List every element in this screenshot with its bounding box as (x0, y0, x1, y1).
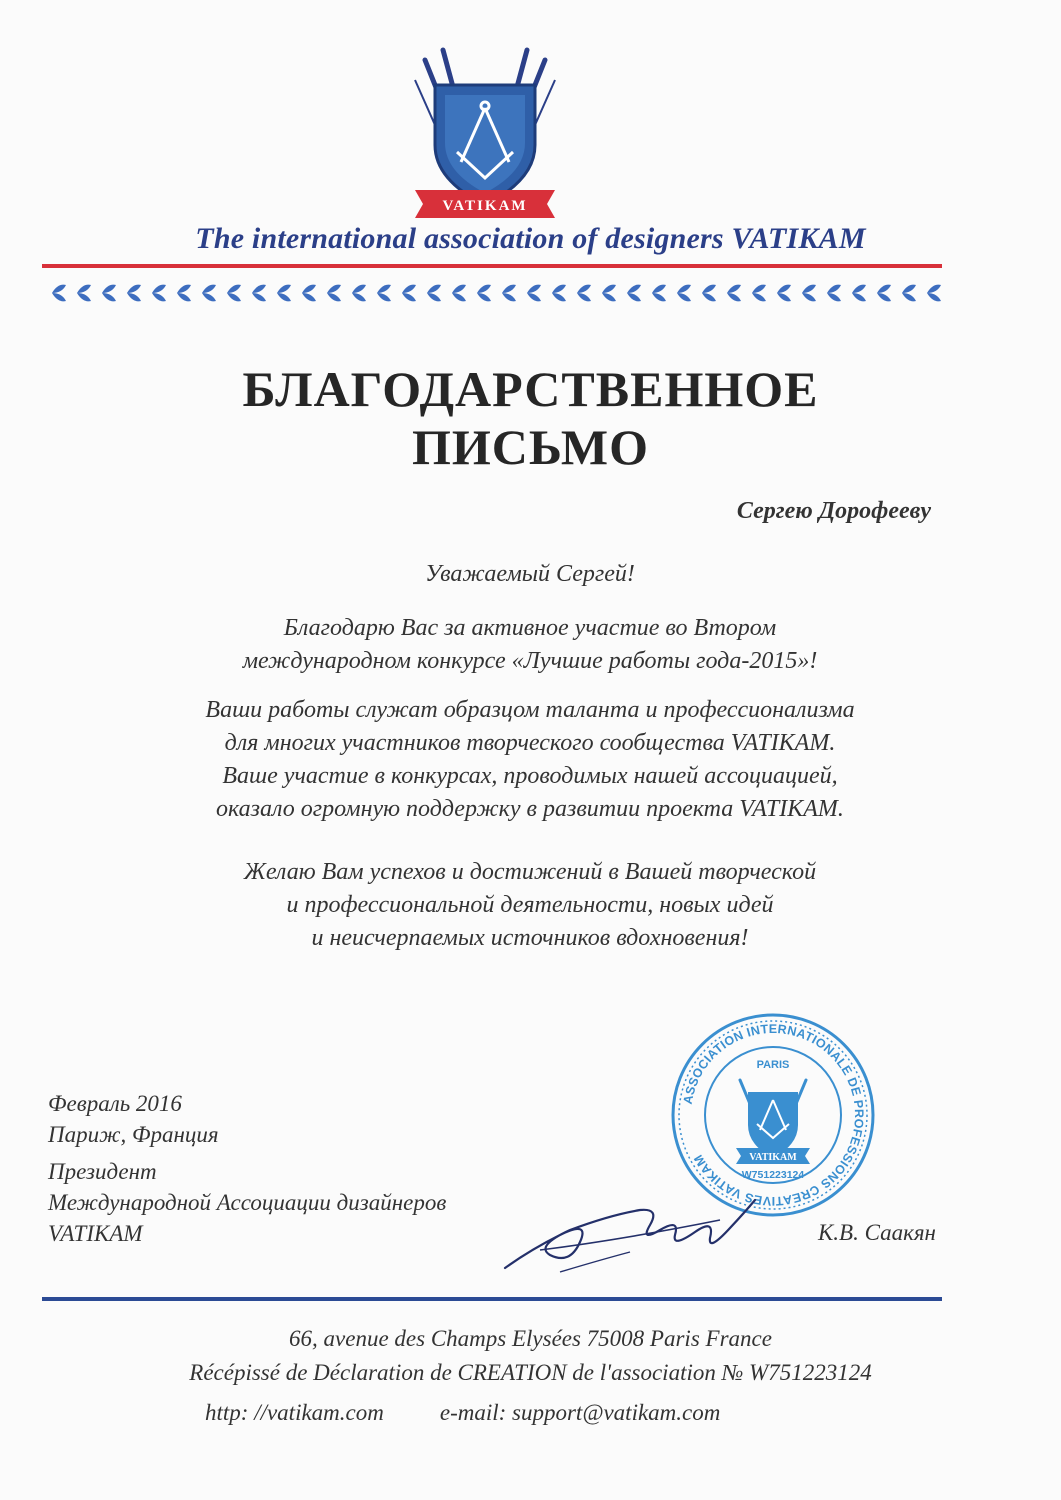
laurel-leaf (852, 293, 866, 301)
body-paragraph-3 (30, 856, 1030, 955)
laurel-leaf (477, 293, 491, 301)
laurel-leaf (827, 293, 841, 301)
body-line: для многих участников творческого сообщества VATIKAM. (224, 730, 836, 756)
body-line: и неисчерпаемых источников вдохновения! (311, 925, 749, 951)
laurel-leaf (152, 293, 166, 301)
body-paragraph-2 (30, 694, 1030, 826)
laurel-leaf (902, 293, 916, 301)
laurel-leaf (627, 285, 641, 293)
laurel-leaf (327, 285, 341, 293)
letter-city: Париж, Франция (48, 1122, 219, 1147)
laurel-leaf (427, 285, 441, 293)
laurel-leaf (727, 293, 741, 301)
laurel-leaf (777, 293, 791, 301)
laurel-leaf (502, 293, 516, 301)
laurel-ornament (42, 280, 942, 306)
signer-position-line3: VATIKAM (48, 1221, 143, 1246)
footer-address: 66, avenue des Champs Elysées 75008 Paris France (289, 1326, 772, 1351)
laurel-leaf (752, 285, 766, 293)
body-line: Ваши работы служат образцом таланта и профессионализма (205, 697, 855, 723)
vatikam-logo (395, 40, 575, 230)
laurel-leaf (777, 285, 791, 293)
laurel-leaf (602, 293, 616, 301)
stamp-logo-text: VATIKAM (749, 1152, 797, 1163)
laurel-leaf (277, 285, 291, 293)
laurel-leaf (877, 285, 891, 293)
laurel-leaf (652, 285, 666, 293)
red-divider (42, 264, 942, 268)
laurel-leaf (77, 293, 91, 301)
laurel-leaf (627, 293, 641, 301)
laurel-leaf (102, 293, 116, 301)
laurel-leaf (827, 285, 841, 293)
laurel-leaf (402, 293, 416, 301)
laurel-leaf (327, 293, 341, 301)
signer-position-line1: Президент (48, 1159, 157, 1184)
laurel-leaf (527, 285, 541, 293)
laurel-leaf (702, 285, 716, 293)
laurel-leaf (702, 293, 716, 301)
body-line: международном конкурсе «Лучшие работы года-2015»! (242, 648, 818, 674)
laurel-leaf (452, 285, 466, 293)
greeting: Уважаемый Сергей! (425, 561, 635, 587)
footer-contacts (205, 1400, 776, 1426)
letter-title-line2: ПИСЬМО (411, 419, 650, 475)
laurel-leaf (152, 285, 166, 293)
body-line: Желаю Вам успехов и достижений в Вашей творческой (243, 859, 817, 885)
laurel-leaf (652, 293, 666, 301)
body-line: Благодарю Вас за активное участие во Втором (283, 615, 777, 641)
website-link[interactable]: http: //vatikam.com (205, 1400, 384, 1425)
blue-divider (42, 1297, 942, 1301)
body-line: оказало огромную поддержку в развитии проекта VATIKAM. (216, 796, 844, 822)
laurel-leaf (127, 285, 141, 293)
laurel-leaf (402, 285, 416, 293)
laurel-leaf (727, 285, 741, 293)
laurel-leaf (52, 285, 66, 293)
laurel-leaf (902, 285, 916, 293)
laurel-leaf (352, 285, 366, 293)
laurel-leaf (502, 285, 516, 293)
laurel-leaf (77, 285, 91, 293)
letter-date: Февраль 2016 (48, 1091, 182, 1116)
laurel-leaf (577, 285, 591, 293)
laurel-leaf (302, 293, 316, 301)
laurel-leaf (852, 285, 866, 293)
laurel-leaf (927, 293, 941, 301)
laurel-leaf (202, 285, 216, 293)
laurel-leaf (527, 293, 541, 301)
organization-name: The international association of designers VATIKAM (195, 222, 866, 255)
laurel-leaf (252, 293, 266, 301)
laurel-leaf (677, 285, 691, 293)
laurel-leaf (477, 285, 491, 293)
signer-name: К.В. Саакян (818, 1220, 936, 1245)
laurel-leaf (802, 293, 816, 301)
logo-text: VATIKAM (442, 198, 528, 214)
laurel-leaf (177, 293, 191, 301)
laurel-leaf (52, 293, 66, 301)
signer-position-line2: Международной Ассоциации дизайнеров (48, 1190, 447, 1215)
laurel-leaf (552, 293, 566, 301)
email-link[interactable]: e-mail: support@vatikam.com (439, 1400, 721, 1425)
recipient-name: Сергею Дорофееву (736, 498, 931, 524)
body-line: и профессиональной деятельности, новых идей (286, 892, 774, 918)
stamp-number: W751223124 (741, 1169, 805, 1181)
handwritten-signature (500, 1180, 760, 1280)
laurel-leaf (127, 293, 141, 301)
laurel-leaf (227, 293, 241, 301)
laurel-leaf (227, 285, 241, 293)
stamp-ring-text: ASSOCIATION INTERNATIONALE DE PROFESSIONS CREATIVES VATIKAM (680, 1021, 867, 1209)
laurel-leaf (802, 285, 816, 293)
laurel-leaf (377, 285, 391, 293)
laurel-leaf (752, 293, 766, 301)
laurel-leaf (427, 293, 441, 301)
laurel-leaf (202, 293, 216, 301)
laurel-leaf (677, 293, 691, 301)
footer-declaration: Récépissé de Déclaration de CREATION de l'association № W751223124 (189, 1360, 872, 1385)
body-line: Ваше участие в конкурсах, проводимых нашей ассоциацией, (222, 763, 838, 789)
body-paragraph-1 (30, 612, 1030, 678)
laurel-leaf (602, 285, 616, 293)
laurel-leaf (927, 285, 941, 293)
laurel-leaf (352, 293, 366, 301)
laurel-leaf (277, 293, 291, 301)
laurel-leaf (252, 285, 266, 293)
laurel-leaf (577, 293, 591, 301)
stamp-city: PARIS (756, 1059, 790, 1071)
laurel-leaf (102, 285, 116, 293)
laurel-leaf (177, 285, 191, 293)
laurel-leaf (877, 293, 891, 301)
laurel-leaf (377, 293, 391, 301)
laurel-leaf (552, 285, 566, 293)
laurel-leaf (452, 293, 466, 301)
letter-title-line1: БЛАГОДАРСТВЕННОЕ (242, 361, 819, 417)
laurel-leaf (302, 285, 316, 293)
